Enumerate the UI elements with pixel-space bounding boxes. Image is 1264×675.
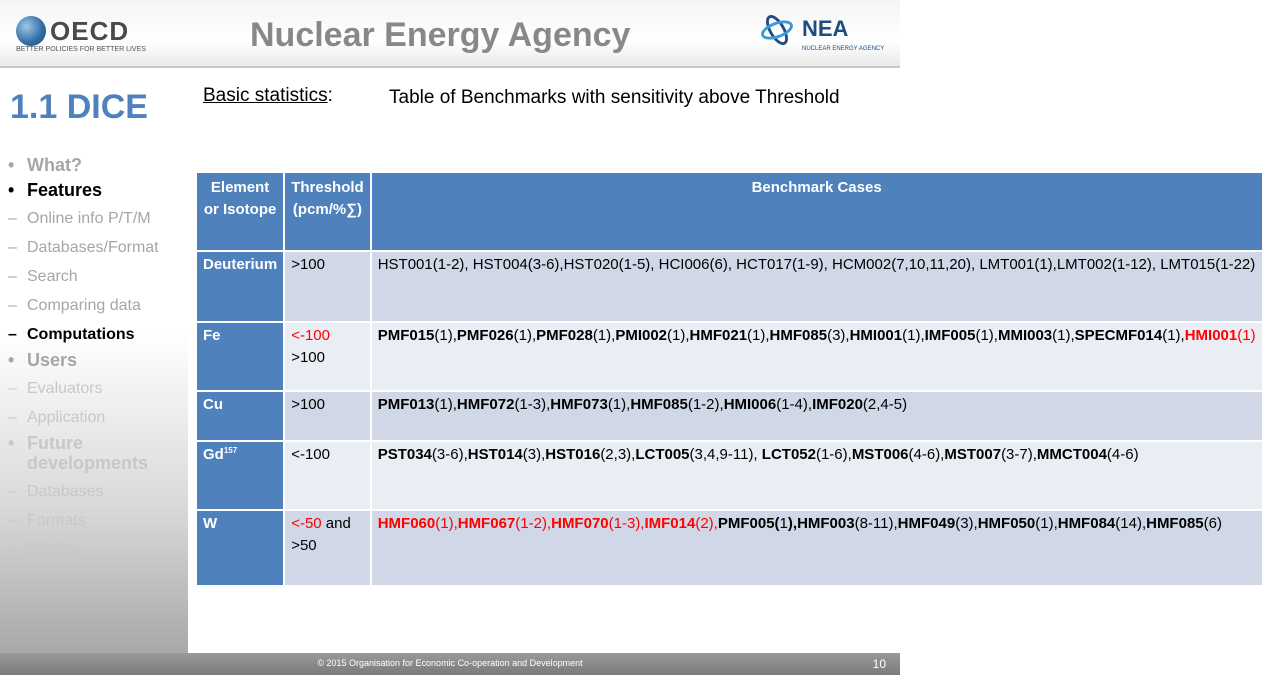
oecd-logo	[14, 14, 144, 56]
nav-item-users: • Users	[8, 350, 78, 370]
threshold-cell: <-50 and >50	[284, 510, 371, 586]
nav-item-future-developments: • Future developments	[8, 433, 149, 473]
table-description: Table of Benchmarks with sensitivity above Threshold	[389, 87, 840, 108]
atom-icon	[758, 10, 796, 50]
slide-header	[0, 0, 900, 68]
element-cell: Cu	[196, 391, 284, 441]
nav-item-evaluators: – Evaluators	[8, 380, 103, 397]
nav-item-computations: – Computations	[8, 326, 135, 343]
table-row-cu	[196, 391, 1263, 441]
slide-footer	[0, 653, 900, 675]
nav-item-search: – Search	[8, 268, 78, 285]
section-title: 1.1 DICE	[10, 88, 148, 126]
oecd-logo-text: OECD	[50, 16, 130, 46]
nav-item-databases-format: – Databases/Format	[8, 239, 159, 256]
table-row-deuterium	[196, 251, 1263, 322]
nav-item-online-info: – Online info P/T/M	[8, 210, 151, 227]
nea-logo	[756, 8, 896, 58]
nea-logo-text: NEA	[802, 16, 849, 41]
element-cell: W	[196, 510, 284, 586]
element-cell: Deuterium	[196, 251, 284, 322]
oecd-tagline: BETTER POLICIES FOR BETTER LIVES	[16, 46, 146, 53]
globe-icon	[16, 16, 46, 46]
table-header-row	[196, 172, 1263, 251]
col-header-element: Element or Isotope	[196, 172, 284, 251]
nav-item-features: • Features	[8, 180, 103, 200]
nav-item-databases: – Databases	[8, 483, 104, 500]
table-row-gd157	[196, 441, 1263, 510]
benchmark-table	[195, 171, 1264, 587]
page-number: 10	[872, 657, 886, 671]
copyright-text: © 2015 Organisation for Economic Co-operation and Development	[317, 658, 583, 668]
threshold-cell: <-100	[284, 441, 371, 510]
benchmark-cases-cell: HST001(1-2), HST004(3-6),HST020(1-5), HCI006(6), HCT017(1-9), HCM002(7,10,11,20), LMT001(1),LMT002(1-12), LMT015(1-22)	[371, 251, 1263, 322]
sidebar-nav	[8, 150, 186, 560]
benchmark-cases-cell: PST034(3-6),HST014(3),HST016(2,3),LCT005(3,4,9-11), LCT052(1-6),MST006(4-6),MST007(3-7),MMCT004(4-6)	[371, 441, 1263, 510]
basic-statistics-label: Basic statistics:	[203, 85, 333, 106]
header-title: Nuclear Energy Agency	[250, 16, 631, 54]
benchmark-cases-cell: HMF060(1),HMF067(1-2),HMF070(1-3),IMF014(2),PMF005(1),HMF003(8-11),HMF049(3),HMF050(1),HMF084(14),HMF085(6)	[371, 510, 1263, 586]
table-row-w	[196, 510, 1263, 586]
benchmark-cases-cell: PMF013(1),HMF072(1-3),HMF073(1),HMF085(1-2),HMI006(1-4),IMF020(2,4-5)	[371, 391, 1263, 441]
threshold-cell: >100	[284, 391, 371, 441]
col-header-benchmark-cases: Benchmark Cases	[371, 172, 1263, 251]
threshold-cell: >100	[284, 251, 371, 322]
nav-item-application: – Application	[8, 409, 106, 426]
nea-tagline: NUCLEAR ENERGY AGENCY	[802, 46, 885, 52]
sidebar	[0, 68, 188, 653]
nav-item-what: • What?	[8, 155, 82, 175]
nav-item-comparing-data: – Comparing data	[8, 297, 141, 314]
threshold-cell: <-100 >100	[284, 322, 371, 391]
element-cell: Gd$^{157}$	[196, 441, 284, 510]
element-cell: Fe	[196, 322, 284, 391]
nav-item-formats: – Formats	[8, 512, 86, 529]
nav-item-plotting: – Plotting	[8, 541, 81, 558]
table-row-fe	[196, 322, 1263, 391]
col-header-threshold: Threshold (pcm/%∑)	[284, 172, 371, 251]
benchmark-cases-cell: PMF015(1),PMF026(1),PMF028(1),PMI002(1),HMF021(1),HMF085(3),HMI001(1),IMF005(1),MMI003(1),SPECMF014(1),HMI001(1)	[371, 322, 1263, 391]
